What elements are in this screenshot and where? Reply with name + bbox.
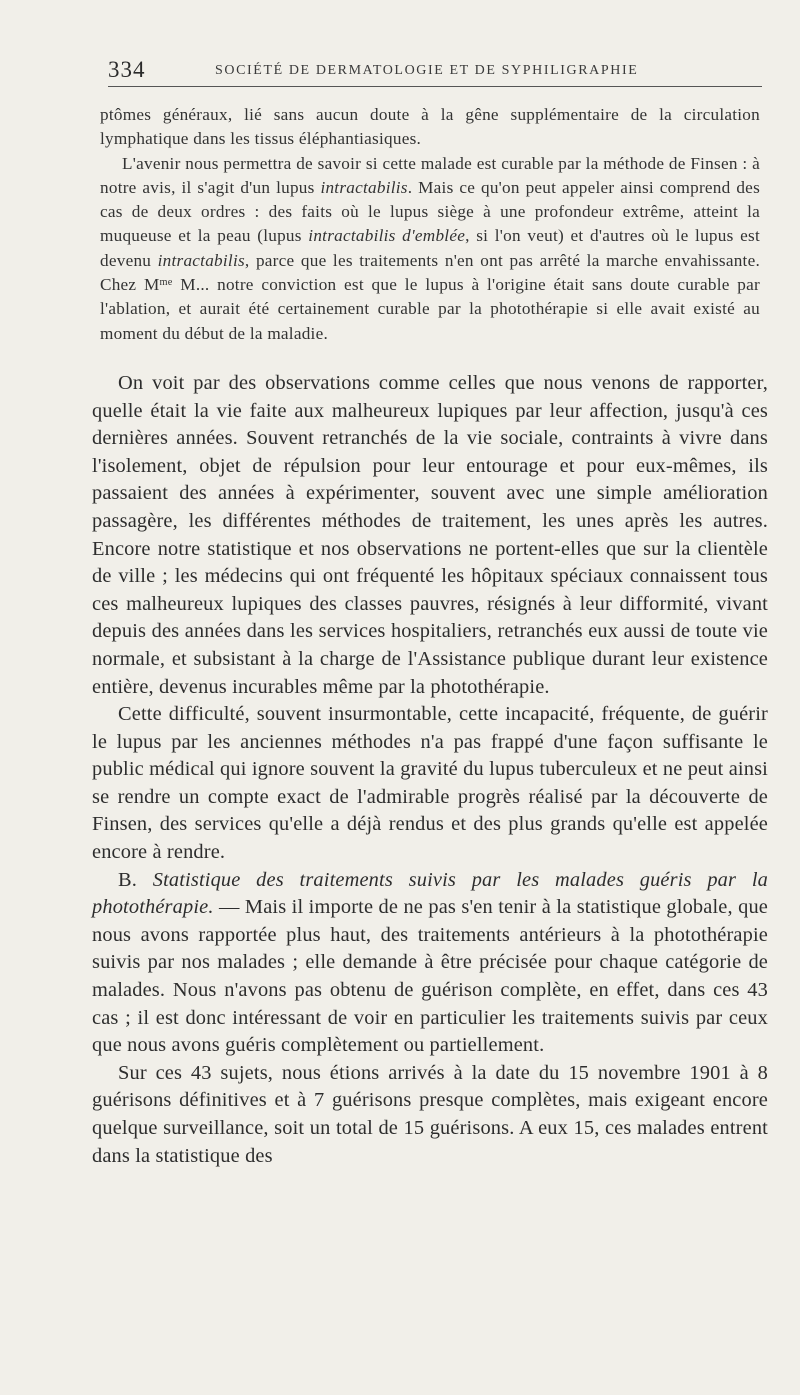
running-title: SOCIÉTÉ DE DERMATOLOGIE ET DE SYPHILIGRAPHIE — [215, 63, 639, 78]
small-print-section — [100, 103, 760, 346]
main-text-section — [92, 370, 768, 1170]
paragraph: Cette difficulté, souvent insurmontable, cette incapacité, fréquente, de guérir le lupus par les anciennes méthodes n'a pas frappé d'une façon suffisante le public médical qui ignore souvent la gravité du lupus tuberculeux et ne peut ainsi se rendre un compte exact de l'admirable progrès réalisé par la découverte de Finsen, des services qu'elle a déjà rendus et des plus grands qu'elle est appelée encore à rendre. — [92, 703, 768, 864]
paragraph: ptômes généraux, lié sans aucun doute à la gêne supplémentaire de la circulation lymphatique dans les tissus éléphantiasiques. — [100, 105, 760, 149]
section-heading: Statistique des traitements suivis par les malades guéris par la photothérapie. — [92, 868, 768, 919]
paragraph: On voit par des observations comme celles que nous venons de rapporter, quelle était la vie faite aux malheureux lupiques par leur affection, jusqu'à ces dernières années. Souvent retranchés de la vie sociale, contraints à vivre dans l'isolement, objet de répulsion pour leur entourage et pour eux-mêmes, ils passaient des années à expérimenter, souvent avec une simple amélioration passagère, les différentes méthodes de traitement, les unes après les autres. Encore notre statistique et nos observations ne portent-elles que sur la clientèle de ville ; les médecins qui ont fréquenté les hôpitaux spéciaux connaissent tous ces malheureux lupiques des classes pauvres, résignés à leur difformité, vivant depuis des années dans les services hospitaliers, retranchés eux aussi de toute vie normale, et subsistant à la charge de l'Assistance publique durant leur existence entière, devenus incurables même par la photothérapie. — [92, 371, 768, 698]
book-page — [92, 52, 768, 1170]
page-header — [108, 52, 762, 87]
paragraph: B. Statistique des traitements suivis par les malades guéris par la photothérapie. — Mais il importe de ne pas s'en tenir à la statistique globale, que nous avons rapportée plus haut, des traitements antérieurs à la photothérapie suivis par nos malades ; elle demande à être précisée pour chaque catégorie de malades. Nous n'avons pas obtenu de guérison complète, en effet, dans ces 43 cas ; il est donc intéressant de voir en particulier les traitements suivis par ceux que nous avons guéris complètement ou partiellement. — [92, 868, 768, 1057]
paragraph: Sur ces 43 sujets, nous étions arrivés à la date du 15 novembre 1901 à 8 guérisons définitives et à 7 guérisons presque complètes, mais exigeant encore quelque surveillance, soit un total de 15 guérisons. A eux 15, ces malades entrent dans la statistique des — [92, 1061, 768, 1167]
page-number: 334 — [108, 57, 146, 82]
paragraph: L'avenir nous permettra de savoir si cette malade est curable par la méthode de Finsen : à notre avis, il s'agit d'un lupus intractabilis. Mais ce qu'on peut appeler ainsi comprend des cas de deux ordres : des faits où le lupus siège à une profondeur extrême, atteint la muqueuse et la peau (lupus intractabilis d'emblée, si l'on veut) et d'autres où le lupus est devenu intractabilis, parce que les traitements n'en ont pas arrêté la marche envahissante. Chez $M^{me}$ M... notre conviction est que le lupus à l'origine était sans doute curable par l'ablation, et aurait été certainement curable par la photothérapie si elle avait existé au moment du début de la maladie. — [100, 153, 761, 343]
